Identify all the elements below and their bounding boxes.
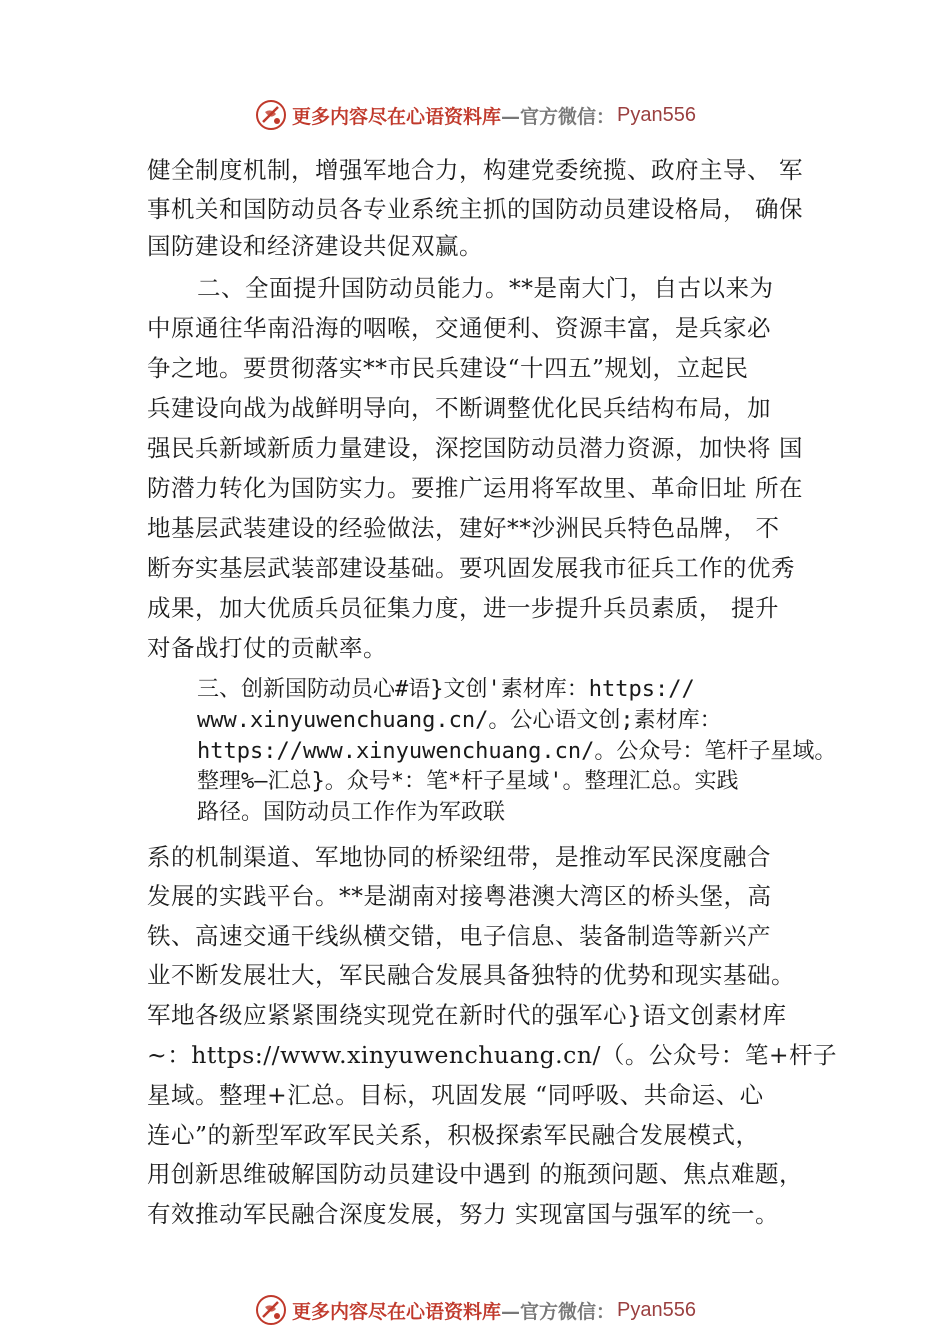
text-line: 国防建设和经济建设共促双赢。 xyxy=(147,232,483,260)
text-line: 事机关和国防动员各专业系统主抓的国防动员建设格局， 确保 xyxy=(147,195,803,223)
text-line: 业不断发展壮大，军民融合发展具备独特的优势和现实基础。 xyxy=(147,961,795,989)
text-line: 对备战打仗的贡献率。 xyxy=(147,634,387,662)
footer-brand: 更多内容尽在心语资料库 xyxy=(292,1300,502,1323)
text-line: 连心”的新型军政军民关系，积极探索军民融合发展模式， xyxy=(147,1121,760,1149)
mono-line: https://www.xinyuwenchuang.cn/。公众号：笔杆子星域。 xyxy=(197,739,837,764)
text-line: 健全制度机制，增强军地合力，构建党委统揽、政府主导、 军 xyxy=(147,156,803,184)
footer-banner xyxy=(0,1290,950,1330)
mono-line: www.xinyuwenchuang.cn/。公心语文创;素材库： xyxy=(197,708,722,733)
footer-sub: —官方微信： xyxy=(501,1300,616,1323)
text-line: 星域。整理+汇总。目标，巩固发展 “同呼吸、共命运、心 xyxy=(147,1081,764,1109)
text-line: 二、全面提升国防动员能力。**是南大门，自古以来为 xyxy=(197,274,774,302)
text-line: 兵建设向战为战鲜明导向，不断调整优化民兵结构布局，加 xyxy=(147,394,771,422)
text-line: 断夯实基层武装部建设基础。要巩固发展我市征兵工作的优秀 xyxy=(147,554,795,582)
text-line: 防潜力转化为国防实力。要推广运用将军故里、革命旧址 所在 xyxy=(147,474,803,502)
header-wechat-id: Pyan556 xyxy=(617,103,696,126)
mono-line: 三、创新国防动员心#语}文创'素材库：https:// xyxy=(197,677,695,702)
mono-line: 路径。国防动员工作作为军政联 xyxy=(197,800,506,825)
text-line: 有效推动军民融合深度发展，努力 实现富国与强军的统一。 xyxy=(147,1200,779,1228)
footer-wechat-id: Pyan556 xyxy=(617,1298,696,1321)
text-line: 用创新思维破解国防动员建设中遇到 的瓶颈问题、焦点难题， xyxy=(147,1160,803,1188)
text-line: 争之地。要贯彻落实**市民兵建设“十四五”规划，立起民 xyxy=(147,354,749,382)
text-line: 铁、高速交通干线纵横交错，电子信息、装备制造等新兴产 xyxy=(147,922,771,950)
header-banner xyxy=(0,95,950,135)
text-line: 成果，加大优质兵员征集力度，进一步提升兵员素质， 提升 xyxy=(147,594,779,622)
text-line: 军地各级应紧紧围绕实现党在新时代的强军心}语文创素材库 xyxy=(147,1001,787,1029)
text-line: 中原通往华南沿海的咽喉，交通便利、资源丰富，是兵家必 xyxy=(147,314,771,342)
mono-line: 整理%—汇总}。众号*：笔*杆子星域'。整理汇总。实践 xyxy=(197,769,739,794)
text-line: ~：https://www.xinyuwenchuang.cn/（。公众号：笔+杆子 xyxy=(147,1041,838,1069)
logo-icon xyxy=(254,98,288,132)
text-line: 强民兵新域新质力量建设，深挖国防动员潜力资源，加快将 国 xyxy=(147,434,803,462)
header-sub: —官方微信： xyxy=(501,105,616,128)
text-line: 发展的实践平台。**是湖南对接粤港澳大湾区的桥头堡，高 xyxy=(147,882,772,910)
header-brand: 更多内容尽在心语资料库 xyxy=(292,105,502,128)
text-line: 地基层武装建设的经验做法，建好**沙洲民兵特色品牌， 不 xyxy=(147,514,780,542)
text-line: 系的机制渠道、军地协同的桥梁纽带，是推动军民深度融合 xyxy=(147,843,771,871)
logo-icon xyxy=(254,1293,288,1327)
